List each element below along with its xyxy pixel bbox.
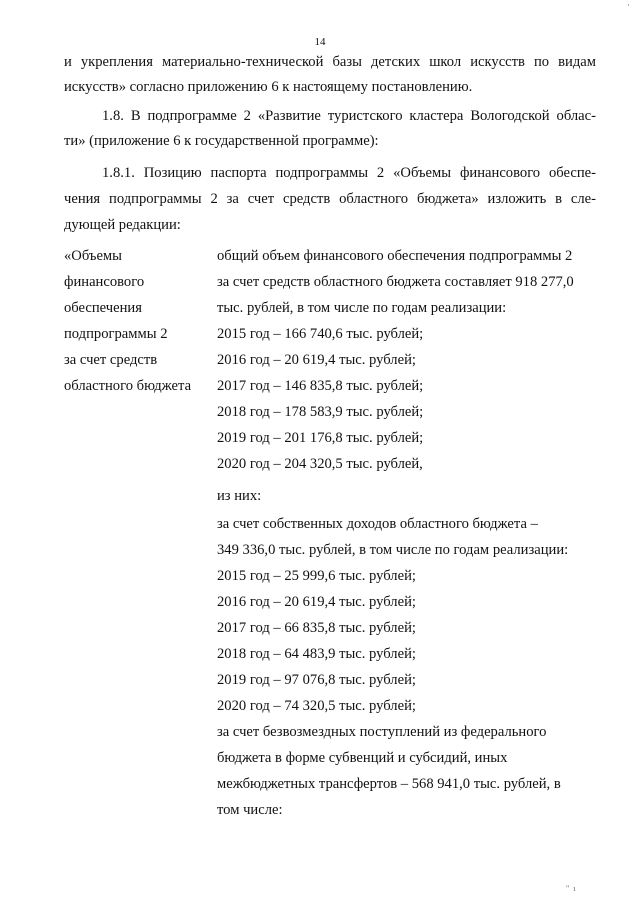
passport-value-line: том числе: [217, 802, 283, 818]
passport-value-line: 2018 год – 64 483,9 тыс. рублей; [217, 646, 416, 662]
passport-value-line: 2016 год – 20 619,4 тыс. рублей; [217, 352, 416, 368]
passport-value-line: 2015 год – 25 999,6 тыс. рублей; [217, 568, 416, 584]
passport-value-line: тыс. рублей, в том числе по годам реализации: [217, 300, 507, 316]
passport-label-line: за счет средств [64, 352, 158, 368]
passport-value-line: общий объем финансового обеспечения подпрограммы 2 [217, 248, 573, 264]
text-line: искусств» согласно приложению 6 к настоящему постановлению. [64, 79, 473, 95]
passport-label-line: областного бюджета [64, 378, 192, 394]
passport-value-line: 349 336,0 тыс. рублей, в том числе по годам реализации: [217, 542, 569, 558]
passport-value-line: бюджета в форме субвенций и субсидий, иных [217, 750, 508, 766]
passport-value-line: 2019 год – 201 176,8 тыс. рублей; [217, 430, 424, 446]
page-number: 14 [314, 36, 326, 48]
passport-label-line: обеспечения [64, 300, 142, 316]
text-line: 1.8.1. Позицию паспорта подпрограммы 2 «Объемы финансового обеспе- [102, 165, 596, 181]
passport-value-line: межбюджетных трансфертов – 568 941,0 тыс. рублей, в [217, 776, 561, 792]
passport-value-line: 2020 год – 204 320,5 тыс. рублей, [217, 456, 423, 472]
text-line: ти» (приложение 6 к государственной программе): [64, 133, 379, 149]
text-line: 1.8. В подпрограмме 2 «Развитие туристского кластера Вологодской облас- [102, 108, 596, 124]
top-mark: · [627, 0, 630, 10]
passport-label-line: подпрограммы 2 [64, 326, 168, 342]
passport-value-line: 2020 год – 74 320,5 тыс. рублей; [217, 698, 416, 714]
passport-value-line: 2017 год – 66 835,8 тыс. рублей; [217, 620, 416, 636]
text-line: и укрепления материально-технической базы детских школ искусств по видам [64, 54, 596, 70]
passport-value-line: 2017 год – 146 835,8 тыс. рублей; [217, 378, 424, 394]
text-line: чения подпрограммы 2 за счет средств областного бюджета» изложить в сле- [64, 191, 596, 207]
passport-value-line: за счет собственных доходов областного бюджета – [217, 516, 538, 532]
passport-value-line: 2019 год – 97 076,8 тыс. рублей; [217, 672, 416, 688]
passport-value-line: за счет безвозмездных поступлений из федерального [217, 724, 547, 740]
passport-label-line: «Объемы [64, 248, 122, 264]
passport-value-line: 2018 год – 178 583,9 тыс. рублей; [217, 404, 424, 420]
passport-value-line: 2016 год – 20 619,4 тыс. рублей; [217, 594, 416, 610]
passport-value-line: из них: [217, 488, 262, 504]
passport-value-line: за счет средств областного бюджета составляет 918 277,0 [217, 274, 574, 290]
passport-label-line: финансового [64, 274, 145, 290]
text-line: дующей редакции: [64, 217, 181, 233]
passport-value-line: 2015 год – 166 740,6 тыс. рублей; [217, 326, 424, 342]
bottom-mark: " ı [566, 884, 577, 893]
